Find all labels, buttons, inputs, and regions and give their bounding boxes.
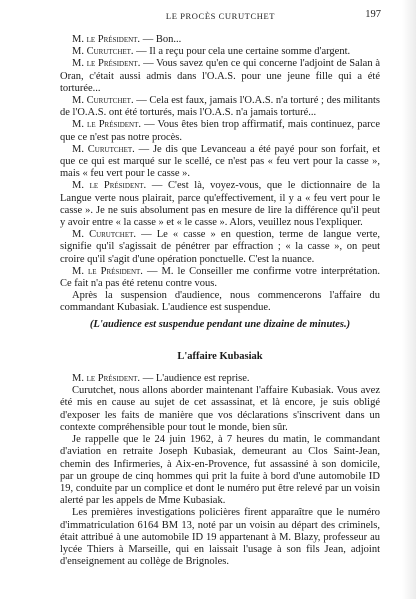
- paragraph: [60, 95, 380, 119]
- page-edge-shadow: [402, 0, 416, 599]
- page-body: [60, 34, 380, 568]
- paragraph: [60, 58, 380, 95]
- paragraph-text: — Vous savez qu'en ce qui concerne l'adjoint de Salan à Oran, c'était aussi admis dans l'O.A.S. pour une jeune fille qui a été torturée...: [60, 58, 380, 94]
- paragraph-text: Après la suspension d'audience, nous commencerons l'affaire du commandant Kubasiak. L'audience est suspendue.: [60, 290, 380, 314]
- paragraph: [60, 507, 380, 568]
- paragraph: [60, 290, 380, 314]
- paragraph: [60, 373, 380, 385]
- paragraph-text: — Cela est faux, jamais l'O.A.S. n'a torturé ; des militants de l'O.A.S. ont été torturés, mais l'O.A.S. n'a jamais torturé...: [60, 95, 380, 119]
- speaker-name: M. Curutchet.: [72, 95, 134, 107]
- page-number: 197: [365, 9, 381, 20]
- paragraph: [60, 180, 380, 229]
- speaker-name: M. Curutchet.: [72, 46, 134, 58]
- speaker-name: M. le Président.: [72, 34, 141, 45]
- paragraph-text: — L'audience est reprise.: [140, 373, 250, 385]
- speaker-name: M. le Président.: [72, 58, 141, 70]
- paragraph: [60, 119, 380, 143]
- paragraph-text: Les premières investigations policières firent apparaître que le numéro d'immatriculation 6164 BM 13, noté par un voisin au départ des criminels, était attribué à une automobile ID 19 appartenant à M. Blazy, professeur au lycée Thiers à Marseille, qui en laissait l'usage à son fils Jean, adjoint d'enseignement au collège de Brignoles.: [60, 507, 380, 568]
- suspension-note: (L'audience est suspendue pendant une dizaine de minutes.): [89, 318, 351, 330]
- running-title: LE PROCÈS CURUTCHET: [165, 11, 276, 21]
- paragraph-text: — M. le Conseiller me confirme votre interprétation. Ce fait n'a pas été retenu contre vous.: [60, 265, 381, 290]
- paragraph-text: — C'est là, voyez-vous, que le dictionnaire de la Langue verte nous plairait, parce qu'effectivement, il y a « feu vert pour le casse ». Je ne suis absolument pas en mesure de lire la différence qu'il peut y avoir entre « la casse » et « le casse ». Alors, veuillez nous l'expliquer.: [60, 180, 380, 229]
- dialogue-block-kubasiak: [60, 373, 380, 568]
- dialogue-block: [60, 34, 380, 315]
- paragraph: [60, 385, 380, 434]
- speaker-name: M. le Président.: [72, 119, 142, 131]
- paragraph-text: — Le « casse » en question, terme de langue verte, signifie qu'il s'agissait de pénétrer par effraction ; « la casse », on peut croire qu'il s'agit d'une opération ponctuelle. C'est la nuance.: [60, 229, 380, 265]
- paragraph-text: — Je dis que Levanceau a été payé pour son forfait, et que ce qui est marqué sur le scellé, ce n'est pas « feu vert pour la casse », mais « feu vert pour le casse ».: [60, 143, 380, 180]
- paragraph: [60, 144, 380, 181]
- paragraph-text: — Il a reçu pour cela une certaine somme d'argent.: [133, 46, 351, 58]
- paragraph: [60, 34, 380, 46]
- running-header: [60, 10, 381, 24]
- speaker-name: M. le Président.: [72, 373, 141, 385]
- paragraph: [60, 46, 380, 58]
- paragraph: [60, 266, 380, 290]
- paragraph-text: Curutchet, nous allons aborder maintenant l'affaire Kubasiak. Vous avez été mis en cause au sujet de cet assassinat, et là encore, je suis obligé d'exposer les faits de manière que vos déclarations s'inscrivent dans un contexte compréhensible pour tout le monde, bien sûr.: [60, 385, 380, 433]
- paragraph-text: — Bon...: [140, 34, 182, 45]
- paragraph: [60, 229, 380, 266]
- speaker-name: M. Curutchet.: [72, 229, 137, 241]
- speaker-name: M. le Président.: [72, 180, 147, 192]
- paragraph: [60, 434, 380, 507]
- speaker-name: M. Curutchet.: [72, 143, 135, 155]
- paragraph-text: Je rappelle que le 24 juin 1962, à 7 heures du matin, le commandant d'aviation en retraite Joseph Kubasiak, demeurant au Clos Saint-Jean, chemin des Infirmeries, à Aix-en-Provence, fut assassiné à son domicile, par un groupe de cinq hommes qui prit la fuite à bord d'une automobile ID 19, conduite par un complice et dont le numéro put être relevé par un voisin alerté par les appels de Mme Kubasiak.: [60, 434, 380, 507]
- paragraph-text: — Vous êtes bien trop affirmatif, mais continuez, parce que ce n'est pas notre procès.: [60, 119, 381, 143]
- section-title: L'affaire Kubasiak: [177, 350, 263, 362]
- speaker-name: M. le Président.: [72, 265, 143, 277]
